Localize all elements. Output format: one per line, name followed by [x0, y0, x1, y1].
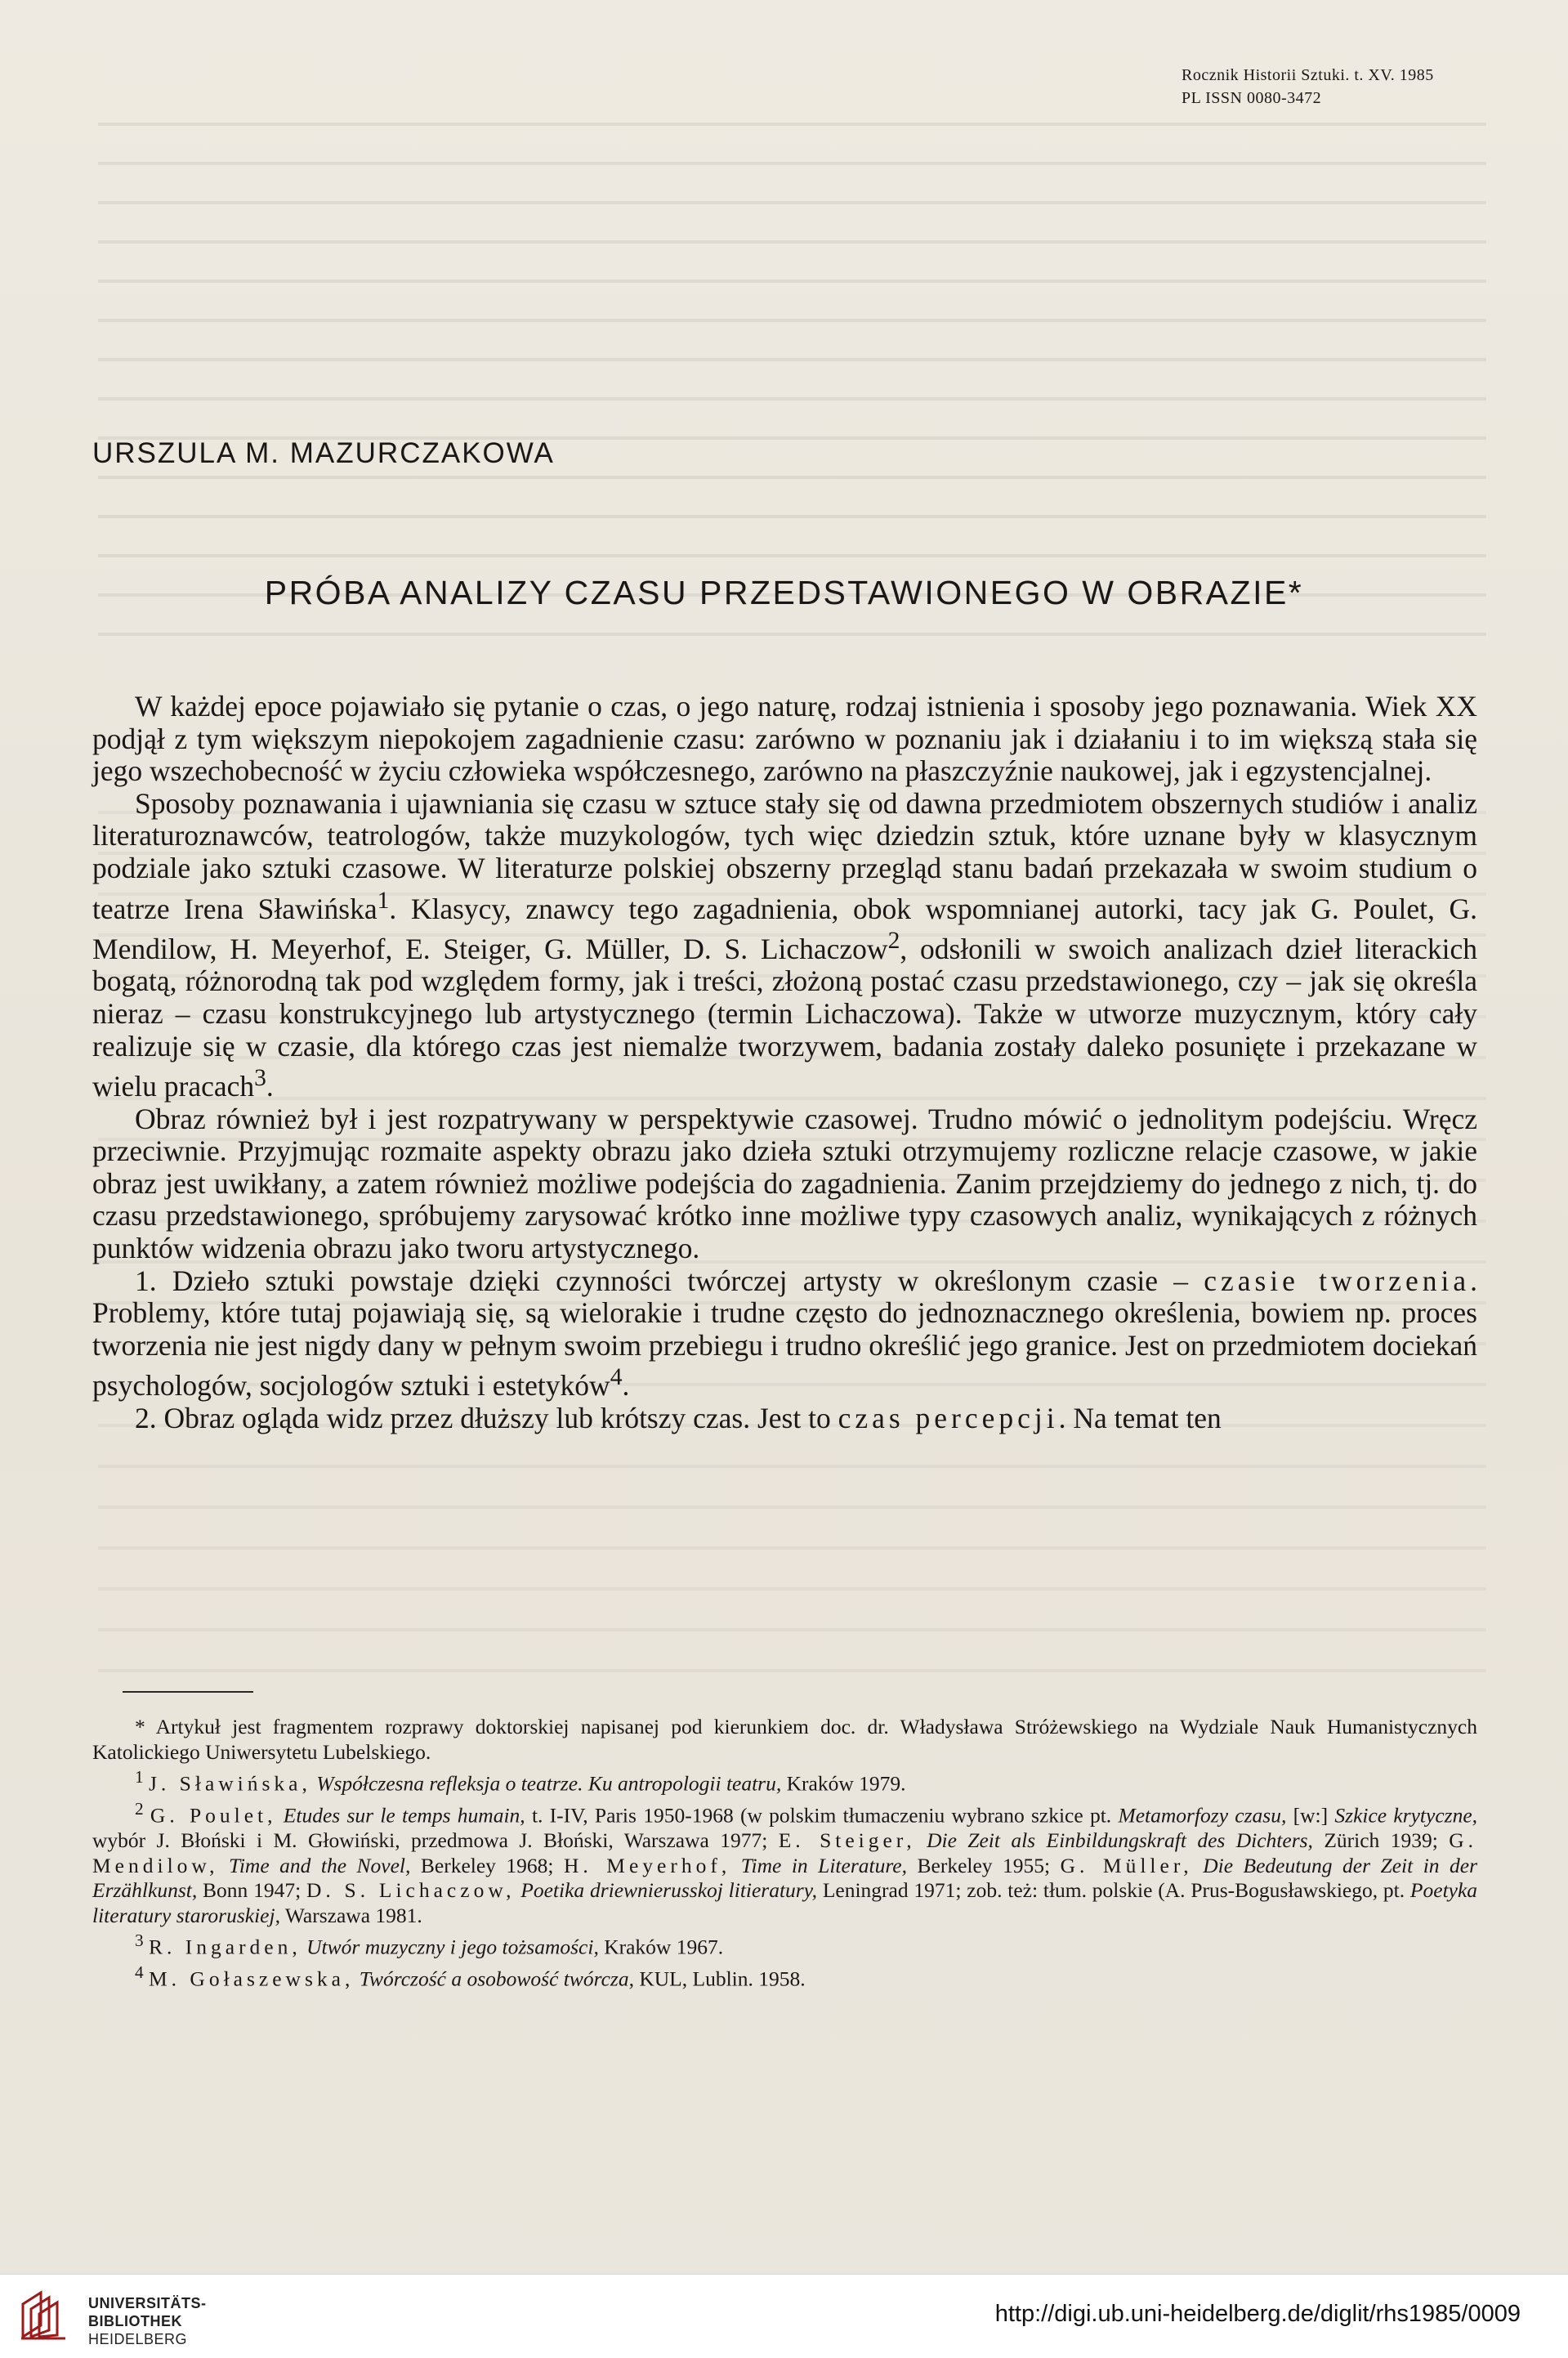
footnote-ref[interactable]: 1: [377, 887, 390, 914]
library-name: UNIVERSITÄTS- BIBLIOTHEK HEIDELBERG: [88, 2295, 207, 2347]
paragraph: 1. Dzieło sztuki powstaje dzięki czynności twórczej artysty w określonym czasie – czasie tworzenia. Problemy, które tutaj pojawiają się, są wielorakie i trudne często do jednoznacznego określenia, bowiem np. proces tworzenia nie jest nigdy dany w pełnym swoim przebiegu i trudno określić jego granice. Jest on przedmiotem dociekań psychologów, socjologów sztuki i estetyków$^4$.: [92, 1264, 1477, 1403]
article-author: URSZULA M. MAZURCZAKOWA: [92, 437, 555, 469]
article-body: [92, 691, 1477, 1434]
paragraph: Sposoby poznawania i ujawniania się czasu w sztuce stały się od dawna przedmiotem obszernych studiów i analiz literaturoznawców, teatrologów, także muzykologów, tych więc dziedzin sztuk, które uznane były w klasycznym podziale jako sztuki czasowe. W literaturze polskiej obszerny przegląd stanu badań przekazała w swoim studium o teatrze Irena Sławińska$^1$. Klasycy, znawcy tego zagadnienia, obok wspomnianej autorki, tacy jak G. Poulet, G. Mendilow, H. Meyerhof, E. Steiger, G. Müller, D. S. Lichaczow$^2$, odsłonili w swoich analizach dzieł literackich bogatą, różnorodną tak pod względem formy, jak i treści, złożoną postać czasu przedstawionego, czy – jak się określa nieraz – czasu konstrukcyjnego lub artystycznego (termin Lichaczowa). Także w utworze muzycznym, który cały realizuje się w czasie, dla którego czas jest niemalże tworzywem, badania zostały daleko posunięte i przekazane w wielu pracach$^3$.: [92, 786, 1477, 1103]
library-footer: [0, 2274, 1568, 2358]
footnote-3: $^3$ R. Ingarden, Utwór muzyczny i jego tożsamości, Kraków 1967.: [135, 1931, 724, 1959]
footnote-star: * Artykuł jest fragmentem rozprawy doktorskiej napisanej pod kierunkiem doc. dr. Władysława Stróżewskiego na Wydziale Nauk Humanistycznych Katolickiego Uniwersytetu Lubelskiego.: [92, 1715, 1477, 1764]
permalink-url[interactable]: http://digi.ub.uni-heidelberg.de/diglit/rhs1985/0009: [994, 2301, 1521, 2327]
footnote-4: $^4$ M. Gołaszewska, Twórczość a osobowość twórcza, KUL, Lublin. 1958.: [135, 1962, 806, 1991]
spaced-term: czasie tworzenia: [1204, 1264, 1471, 1297]
footnote-divider: [123, 1691, 253, 1693]
footnote-ref[interactable]: 2: [887, 927, 900, 954]
footnote-ref[interactable]: 4: [610, 1364, 623, 1391]
footnote-1: $^1$ J. Sławińska, Współczesna refleksja o teatrze. Ku antropologii teatru, Kraków 1979.: [135, 1767, 906, 1796]
article-title: PRÓBA ANALIZY CZASU PRZEDSTAWIONEGO W OBRAZIE*: [264, 574, 1304, 611]
journal-header: [1116, 64, 1459, 110]
issn: PL ISSN 0080-3472: [1182, 89, 1322, 107]
footnotes: [92, 1715, 1477, 1992]
footnote-ref[interactable]: 3: [254, 1065, 266, 1092]
footnote-2: $^2$ G. Poulet, Etudes sur le temps humain, t. I-IV, Paris 1950-1968 (w polskim tłumaczeniu wybrano szkice pt. Metamorfozy czasu, [w:] Szkice krytyczne, wybór J. Błoński i M. Głowiński, przedmowa J. Błoński, Warszawa 1977; E. Steiger, Die Zeit als Einbildungskraft des Dichters, Zürich 1939; G. Mendilow, Time and the Novel, Berkeley 1968; H. Meyerhof, Time in Literature, Berkeley 1955; G. Müller, Die Bedeutung der Zeit in der Erzählkunst, Bonn 1947; D. S. Lichaczow, Poetika driewnierusskoj litieratury, Leningrad 1971; zob. też: tłum. polskie (A. Prus-Bogusławskiego, pt. Poetyka literatury staroruskiej, Warszawa 1981.: [92, 1799, 1478, 1927]
paragraph: 2. Obraz ogląda widz przez dłuższy lub krótszy czas. Jest to czas percepcji. Na temat ten: [135, 1401, 1222, 1434]
journal-citation: Rocznik Historii Sztuki. t. XV. 1985: [1182, 66, 1434, 84]
library-logo-icon: [16, 2286, 74, 2343]
spaced-term: czas percepcji: [838, 1401, 1059, 1434]
paragraph: Obraz również był i jest rozpatrywany w perspektywie czasowej. Trudno mówić o jednolitym podejściu. Wręcz przeciwnie. Przyjmując rozmaite aspekty obrazu jako dzieła sztuki otrzymujemy rozliczne relacje czasowe, w jakie obraz jest uwikłany, a zatem również możliwe podejścia do zagadnienia. Zanim przejdziemy do jednego z nich, tj. do czasu przedstawionego, spróbujemy zarysować krótko inne możliwe typy czasowych analiz, wynikających z różnych punktów widzenia obrazu jako tworu artystycznego.: [92, 1102, 1477, 1264]
paragraph: W każdej epoce pojawiało się pytanie o czas, o jego naturę, rodzaj istnienia i sposoby jego poznawania. Wiek XX podjął z tym większym niepokojem zagadnienie czasu: zarówno w poznaniu jak i działaniu i to im większą stała się jego wszechobecność w życiu człowieka współczesnego, zarówno na płaszczyźnie naukowej, jak i egzystencjalnej.: [92, 690, 1477, 788]
